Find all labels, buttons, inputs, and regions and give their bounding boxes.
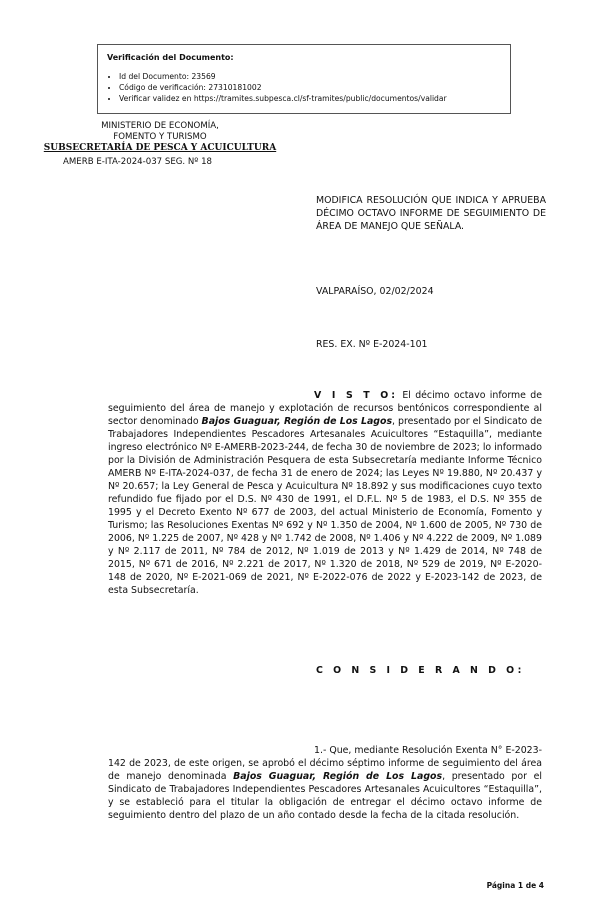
ministry-header: [36, 121, 284, 154]
page-number: Página 1 de 4: [486, 881, 544, 890]
ministry-line-1: MINISTERIO DE ECONOMÍA,: [101, 121, 219, 131]
verification-title: Verificación del Documento:: [107, 53, 234, 62]
visto-text-a: El décimo octavo informe de seguimiento del área de manejo y explotación de recursos bentónicos correspondiente al sector denominado: [108, 390, 542, 427]
document-title: MODIFICA RESOLUCIÓN QUE INDICA Y APRUEBA DÉCIMO OCTAVO INFORME DE SEGUIMIENTO DE ÁREA DE MANEJO QUE SEÑALA.: [316, 195, 546, 232]
document-id: • Id del Documento: 23569: [119, 71, 510, 82]
visto-heading: V I S T O:: [314, 390, 399, 401]
subsecretaria: SUBSECRETARÍA DE PESCA Y ACUICULTURA: [43, 143, 277, 153]
verification-box: [97, 44, 511, 114]
reference-code: AMERB E-ITA-2024-037 SEG. Nº 18: [63, 157, 213, 167]
considerando-heading: C O N S I D E R A N D O:: [316, 665, 525, 676]
verification-code: • Código de verificación: 27310181002: [119, 82, 510, 93]
considerando-1-text-a: 1.- Que, mediante Resolución Exenta N° E-2023-142 de 2023, de este origen, se aprobó el décimo séptimo informe de seguimiento del área de manejo denominada: [108, 745, 542, 782]
visto-area: Bajos Guaguar, Región de Los Lagos: [201, 416, 393, 427]
considerando-1-area: Bajos Guaguar, Región de Los Lagos: [233, 771, 443, 782]
city-date: VALPARAÍSO, 02/02/2024: [316, 286, 434, 297]
visto-text-b: , presentado por el Sindicato de Trabajadores Independientes Pescadores Artesanales Acuicultores “Estaquilla”, mediante ingreso electrónico Nº E-AMERB-2023-244, de fecha 30 de noviembre de 2023; lo informado por la División de Administración Pesquera de esta Subsecretaría mediante Informe Técnico AMERB Nº E-ITA-2024-037, de fecha 31 de enero de 2024; las Leyes Nº 19.880, Nº 20.437 y Nº 20.657; la Ley General de Pesca y Acuicultura Nº 18.892 y sus modificaciones cuyo texto refundido fue fijado por el D.S. Nº 430 de 1991, el D.F.L. Nº 5 de 1983, el D.S. Nº 355 de 1995 y el Decreto Exento Nº 677 de 2003, del actual Ministerio de Economía, Fomento y Turismo; las Resoluciones Exentas Nº 692 y Nº 1.350 de 2004, Nº 1.600 de 2005, Nº 730 de 2006, Nº 1.225 de 2007, Nº 428 y Nº 1.742 de 2008, Nº 1.406 y Nº 4.222 de 2009, Nº 1.089 y Nº 2.117 de 2011, Nº 784 de 2012, Nº 1.019 de 2013 y Nº 1.429 de 2014, Nº 748 de 2015, Nº 671 de 2016, Nº 2.221 de 2017, Nº 1.320 de 2018, Nº 529 de 2019, Nº E-2020-148 de 2020, Nº E-2021-069 de 2021, Nº E-2022-076 de 2022 y E-2023-142 de 2023, de esta Subsecretaría.: [108, 416, 542, 596]
considerando-1: [108, 744, 542, 822]
considerando-1-text-b: , presentado por el Sindicato de Trabajadores Independientes Pescadores Artesanales Acuicultores “Estaquilla”, y se estableció para el titular la obligación de entregar el décimo octavo informe de seguimiento dentro del plazo de un año contado desde la fecha de la citada resolución.: [108, 771, 543, 821]
verification-list: [107, 71, 510, 104]
ministry-line-2: FOMENTO Y TURISMO: [113, 132, 207, 142]
validation-link[interactable]: • Verificar validez en https://tramites.subpesca.cl/sf-tramites/public/documentos/validar: [119, 93, 510, 104]
visto-paragraph: [108, 389, 542, 597]
resolution-number: RES. EX. Nº E-2024-101: [316, 339, 428, 350]
